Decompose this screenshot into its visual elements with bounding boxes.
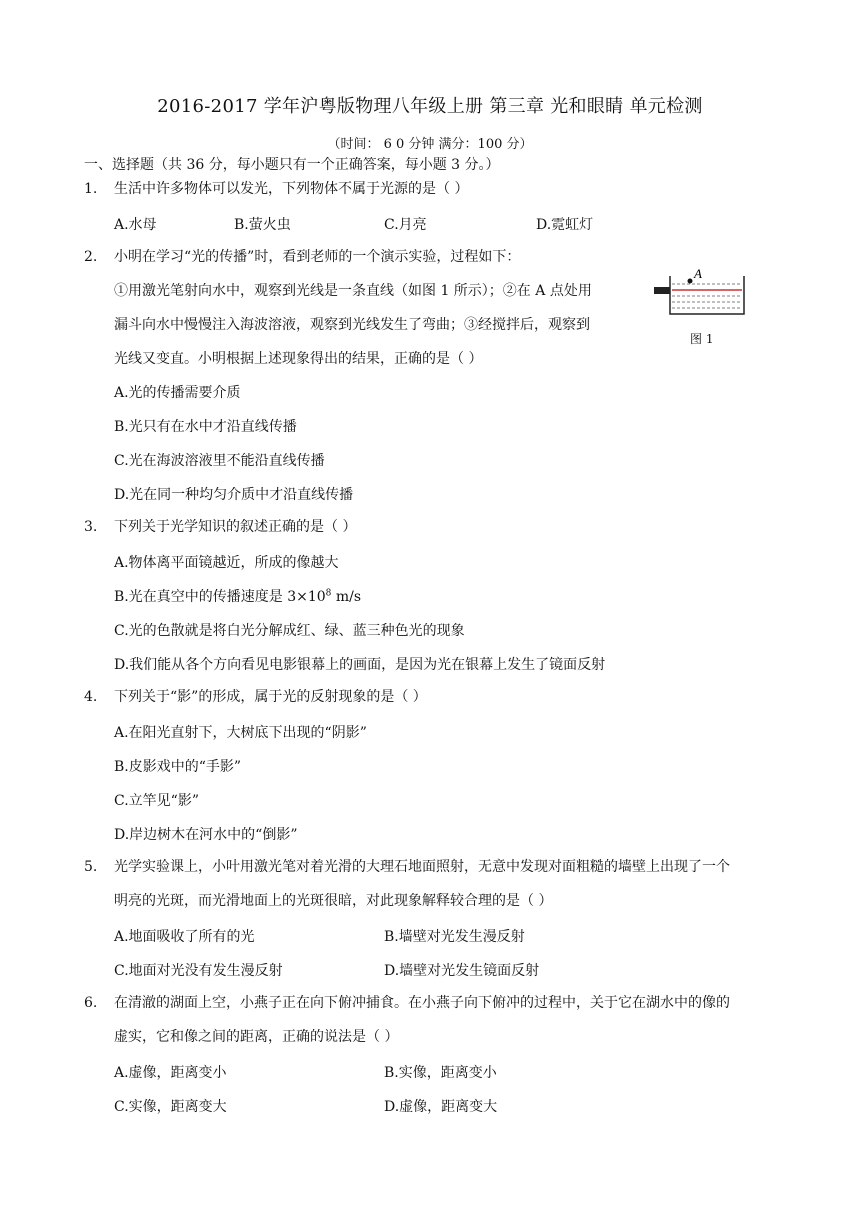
option-c: C.立竿见“影” [114,793,199,809]
option-a: A.物体离平面镜越近，所成的像越大 [114,555,339,571]
option-c: C.实像，距离变大 [114,1099,227,1115]
laser-pen-icon [654,287,670,294]
exam-info: （时间： 6 0 分钟 满分：100 分） [327,137,533,152]
question-text: 小明在学习“光的传播”时，看到老师的一个演示实验，过程如下： [114,249,521,265]
option-a: A.在阳光直射下，大树底下出现的“阴影” [114,725,367,741]
question-text: 下列关于“影”的形成，属于光的反射现象的是（ ） [114,689,427,705]
question-number: 3. [84,519,98,535]
option-d: D.光在同一种均匀介质中才沿直线传播 [114,487,354,503]
option-c: C.光的色散就是将白光分解成红、绿、蓝三种色光的现象 [114,623,465,639]
option-b: B.光只有在水中才沿直线传播 [114,419,297,435]
option-d: D.岸边树木在河水中的“倒影” [114,827,298,843]
option-c: C.月亮 [384,217,427,233]
page-title: 2016-2017 学年沪粤版物理八年级上册 第三章 光和眼睛 单元检测 [157,96,703,117]
question-text: 下列关于光学知识的叙述正确的是（ ） [114,519,357,535]
question-text: 在清澈的湖面上空，小燕子正在向下俯冲捕食。在小燕子向下俯冲的过程中，关于它在湖水中的像的 [114,995,730,1011]
question-number: 6. [84,995,98,1011]
question-number: 2. [84,249,98,265]
option-d: D.我们能从各个方向看见电影银幕上的画面，是因为光在银幕上发生了镜面反射 [114,657,606,673]
option-d: D.霓虹灯 [536,217,594,233]
question-text: 虚实，它和像之间的距离，正确的说法是（ ） [114,1029,399,1045]
section-heading: 一、选择题（共 36 分，每小题只有一个正确答案，每小题 3 分。） [84,157,500,173]
question-text: 光线又变直。小明根据上述现象得出的结果，正确的是（ ） [114,351,483,367]
option-a: A.水母 [114,217,157,233]
question-number: 1. [84,181,98,197]
point-a-label: A [694,268,702,281]
question-text: 光学实验课上，小叶用激光笔对着光滑的大理石地面照射，无意中发现对面粗糙的墙壁上出现了一个 [114,859,730,875]
option-b: B.实像，距离变小 [384,1065,497,1081]
option-c: C.光在海波溶液里不能沿直线传播 [114,453,325,469]
option-b: B.墙壁对光发生漫反射 [384,929,525,945]
question-number: 5. [84,859,98,875]
option-a: A.光的传播需要介质 [114,385,241,401]
question-text: 生活中许多物体可以发光，下列物体不属于光源的是（ ） [114,181,469,197]
figure-caption: 图 1 [690,332,714,346]
option-b: B.光在真空中的传播速度是 $3\times 10^8$ m/s [114,588,362,605]
option-b: B.皮影戏中的“手影” [114,759,242,775]
question-text: 明亮的光斑，而光滑地面上的光斑很暗，对此现象解释较合理的是（ ） [114,893,553,909]
option-b: B.萤火虫 [234,217,291,233]
option-c: C.地面对光没有发生漫反射 [114,963,283,979]
option-a: A.地面吸收了所有的光 [114,929,255,945]
question-text: ①用激光笔射向水中，观察到光线是一条直线（如图 1 所示）；②在 A 点处用 [114,283,592,299]
point-a-marker [688,279,693,284]
option-d: D.虚像，距离变大 [384,1099,498,1115]
exponent: 8 [325,588,332,599]
question-number: 4. [84,689,98,705]
option-a: A.虚像，距离变小 [114,1065,227,1081]
question-text: 漏斗向水中慢慢注入海波溶液，观察到光线发生了弯曲；③经搅拌后，观察到 [114,317,590,333]
option-d: D.墙壁对光发生镜面反射 [384,963,540,979]
